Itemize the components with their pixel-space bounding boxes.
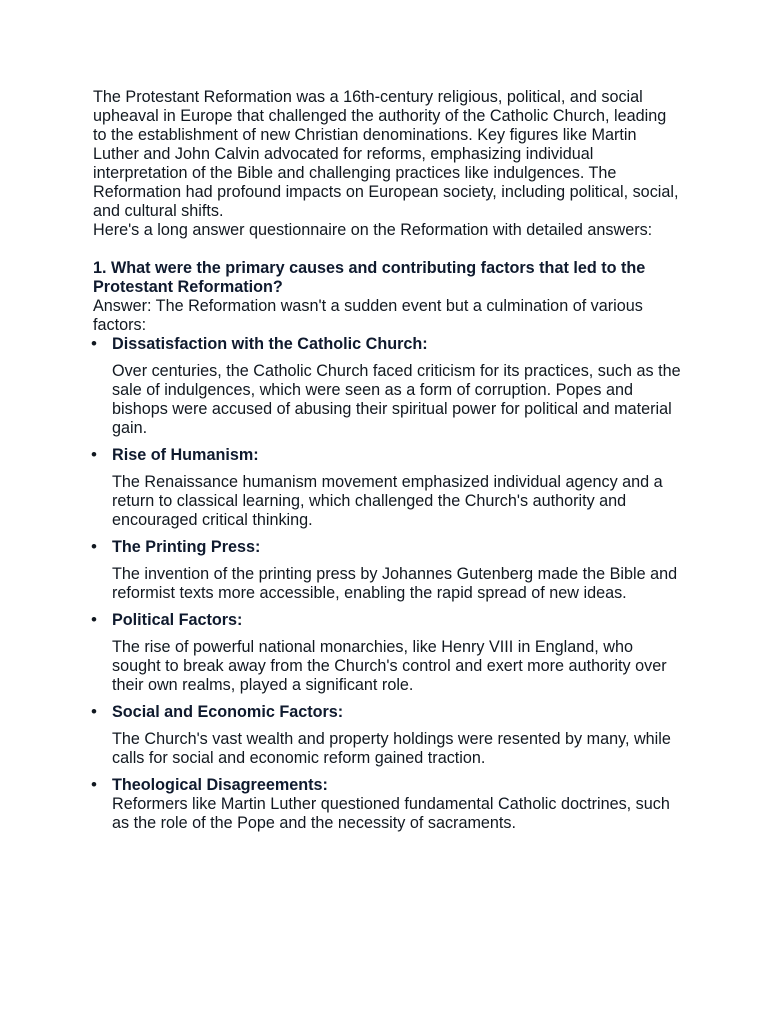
list-item	[93, 446, 683, 530]
factor-description: Reformers like Martin Luther questioned fundamental Catholic doctrines, such as the role of the Pope and the necessity of sacraments.	[112, 795, 670, 832]
intro-section	[93, 88, 683, 240]
bullet-icon: •	[91, 702, 97, 721]
bullet-icon: •	[91, 610, 97, 629]
bullet-icon: •	[91, 445, 97, 464]
bullet-icon: •	[91, 537, 97, 556]
factor-description: The rise of powerful national monarchies, like Henry VIII in England, who sought to break away from the Church's control and exert more authority over their own realms, played a significant role.	[112, 638, 667, 694]
bullet-icon: •	[91, 334, 97, 353]
list-item	[93, 335, 683, 438]
factor-title: Rise of Humanism:	[112, 446, 259, 464]
factor-title: Political Factors:	[112, 611, 243, 629]
factor-description: The Church's vast wealth and property holdings were resented by many, while calls for social and economic reform gained traction.	[112, 730, 671, 767]
list-item	[93, 703, 683, 768]
intro-paragraph: The Protestant Reformation was a 16th-century religious, political, and social upheaval in Europe that challenged the authority of the Catholic Church, leading to the establishment of new Christian denominations. Key figures like Martin Luther and John Calvin advocated for reforms, emphasizing individual interpretation of the Bible and challenging practices like indulgences. The Reformation had profound impacts on European society, including political, social, and cultural shifts.	[93, 88, 679, 220]
list-item	[93, 611, 683, 695]
factor-description: The Renaissance humanism movement emphasized individual agency and a return to classical learning, which challenged the Church's authority and encouraged critical thinking.	[112, 473, 663, 529]
factor-title: Theological Disagreements:	[112, 776, 328, 794]
document-page	[93, 88, 683, 841]
factor-description: Over centuries, the Catholic Church faced criticism for its practices, such as the sale of indulgences, which were seen as a form of corruption. Popes and bishops were accused of abusing their spiritual power for political and material gain.	[112, 362, 681, 437]
bullet-icon: •	[91, 775, 97, 794]
factor-title: The Printing Press:	[112, 538, 261, 556]
factors-list	[93, 335, 683, 833]
factor-title: Dissatisfaction with the Catholic Church:	[112, 335, 428, 353]
question-heading: 1. What were the primary causes and contributing factors that led to the Protestant Reformation?	[93, 259, 646, 296]
factor-title: Social and Economic Factors:	[112, 703, 344, 721]
list-item	[93, 776, 683, 833]
list-item	[93, 538, 683, 603]
answer-intro: Answer: The Reformation wasn't a sudden event but a culmination of various factors:	[93, 297, 643, 334]
intro-lead-in: Here's a long answer questionnaire on the Reformation with detailed answers:	[93, 221, 653, 239]
factor-description: The invention of the printing press by Johannes Gutenberg made the Bible and reformist texts more accessible, enabling the rapid spread of new ideas.	[112, 565, 678, 602]
